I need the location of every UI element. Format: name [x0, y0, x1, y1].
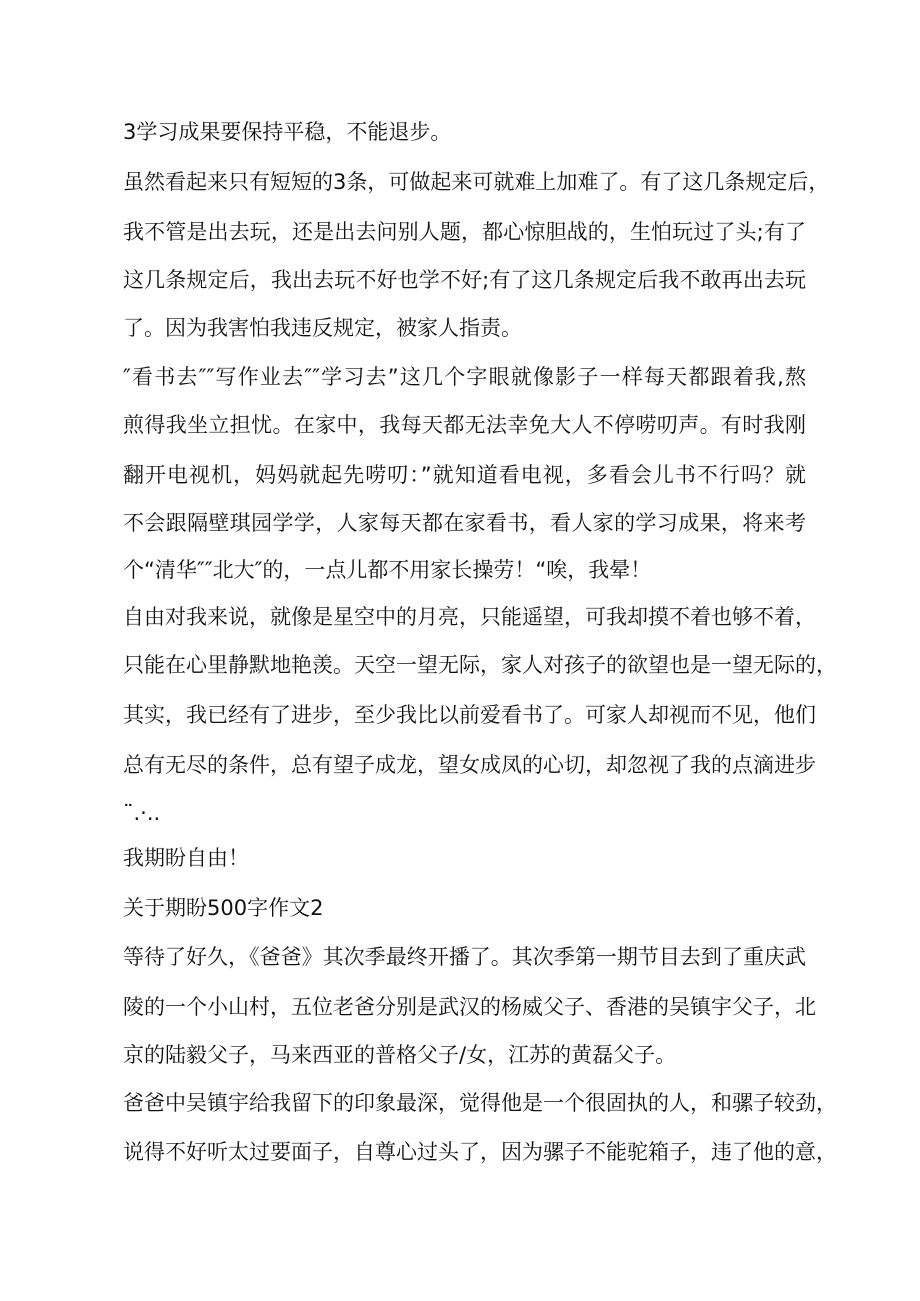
text-line: 说得不好听太过要面子，自尊心过头了，因为骡子不能驼箱子，违了他的意，	[123, 1140, 837, 1164]
text-line: 我期盼自由！	[123, 846, 249, 870]
text-line: 虽然看起来只有短短的3条，可做起来可就难上加难了。有了这几条规定后，	[123, 170, 830, 194]
text-line: 自由对我来说，就像是星空中的月亮，只能遥望，可我却摸不着也够不着，	[123, 605, 816, 629]
text-line: 不会跟隔壁琪园学学，人家每天都在家看书，看人家的学习成果，将来考	[123, 511, 806, 535]
section-heading: 关于期盼500字作文2	[123, 896, 324, 920]
text-line: 爸爸中吴镇宇给我留下的印象最深，觉得他是一个很固执的人，和骡子较劲，	[123, 1091, 837, 1115]
text-line: 总有无尽的条件，总有望子成龙，望女成凤的心切，却忽视了我的点滴进步	[123, 753, 816, 777]
text-line: ¨.·..	[123, 801, 161, 825]
text-line: 我不管是出去玩，还是出去问别人题，都心惊胆战的，生怕玩过了头;有了	[123, 220, 806, 244]
text-line: 个“清华″″北大″的，一点儿都不用家长操劳！“唉，我晕！	[123, 558, 652, 582]
text-line: 其实，我已经有了进步，至少我比以前爱看书了。可家人却视而不见，他们	[123, 703, 816, 727]
text-line: 这几条规定后，我出去玩不好也学不好;有了这几条规定后我不敢再出去玩	[123, 268, 806, 292]
text-line: 了。因为我害怕我违反规定，被家人指责。	[123, 316, 522, 340]
text-line: 京的陆毅父子，马来西亚的普格父子/女，江苏的黄磊父子。	[123, 1043, 677, 1067]
text-line: 陵的一个小山村，五位老爸分别是武汉的杨威父子、香港的吴镇宇父子，北	[123, 995, 816, 1019]
text-line: 翻开电视机，妈妈就起先唠叨：”就知道看电视，多看会儿书不行吗？就	[123, 463, 806, 487]
text-line: 3学习成果要保持平稳，不能退步。	[123, 120, 452, 144]
text-line: 只能在心里静默地艳羡。天空一望无际，家人对孩子的欲望也是一望无际的，	[123, 653, 837, 677]
text-line: 煎得我坐立担忧。在家中，我每天都无法幸免大人不停唠叨声。有时我刚	[123, 413, 806, 437]
text-line: ″看书去″″写作业去″″学习去”这几个字眼就像影子一样每天都跟着我,熬	[123, 365, 806, 389]
text-line: 等待了好久，《爸爸》其次季最终开播了。其次季第一期节目去到了重庆武	[123, 945, 806, 969]
